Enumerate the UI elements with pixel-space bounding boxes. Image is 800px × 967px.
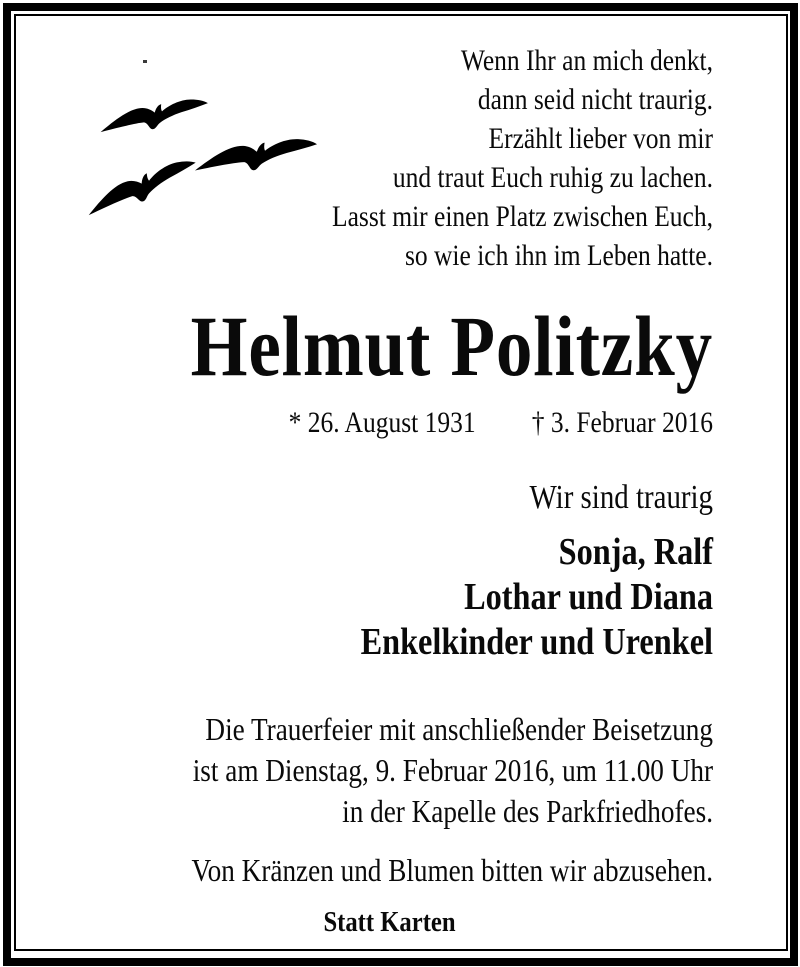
poem-line-3: Erzählt lieber von mir: [488, 122, 713, 155]
death-date: † 3. Februar 2016: [531, 406, 713, 439]
mourner-line-2: Lothar und Diana: [464, 576, 713, 618]
poem-line-2: dann seid nicht traurig.: [477, 83, 713, 116]
life-dates: [121, 405, 713, 441]
funeral-line-1: Die Trauerfeier mit anschließender Beisetzung: [205, 711, 713, 747]
poem-line-4: und traut Euch ruhig zu lachen.: [392, 161, 713, 194]
deceased-name: Helmut Politzky: [190, 298, 713, 394]
poem-line-5: Lasst mir einen Platz zwischen Euch,: [332, 200, 713, 233]
mourner-line-1: Sonja, Ralf: [558, 531, 713, 573]
mourning-intro: Wir sind traurig: [529, 479, 713, 516]
mourner-line-3: Enkelkinder und Urenkel: [360, 621, 713, 663]
poem-line-6: so wie ich ihn im Leben hatte.: [404, 239, 713, 272]
funeral-line-3: in der Kapelle des Parkfriedhofes.: [342, 793, 713, 829]
poem-line-1: Wenn Ihr an mich denkt,: [460, 44, 713, 77]
birth-date: * 26. August 1931: [288, 406, 476, 439]
funeral-line-2: ist am Dienstag, 9. Februar 2016, um 11.00 Uhr: [192, 752, 714, 788]
flowers-note: Von Kränzen und Blumen bitten wir abzusehen.: [191, 852, 713, 888]
statt-karten-note: Statt Karten: [323, 906, 456, 938]
